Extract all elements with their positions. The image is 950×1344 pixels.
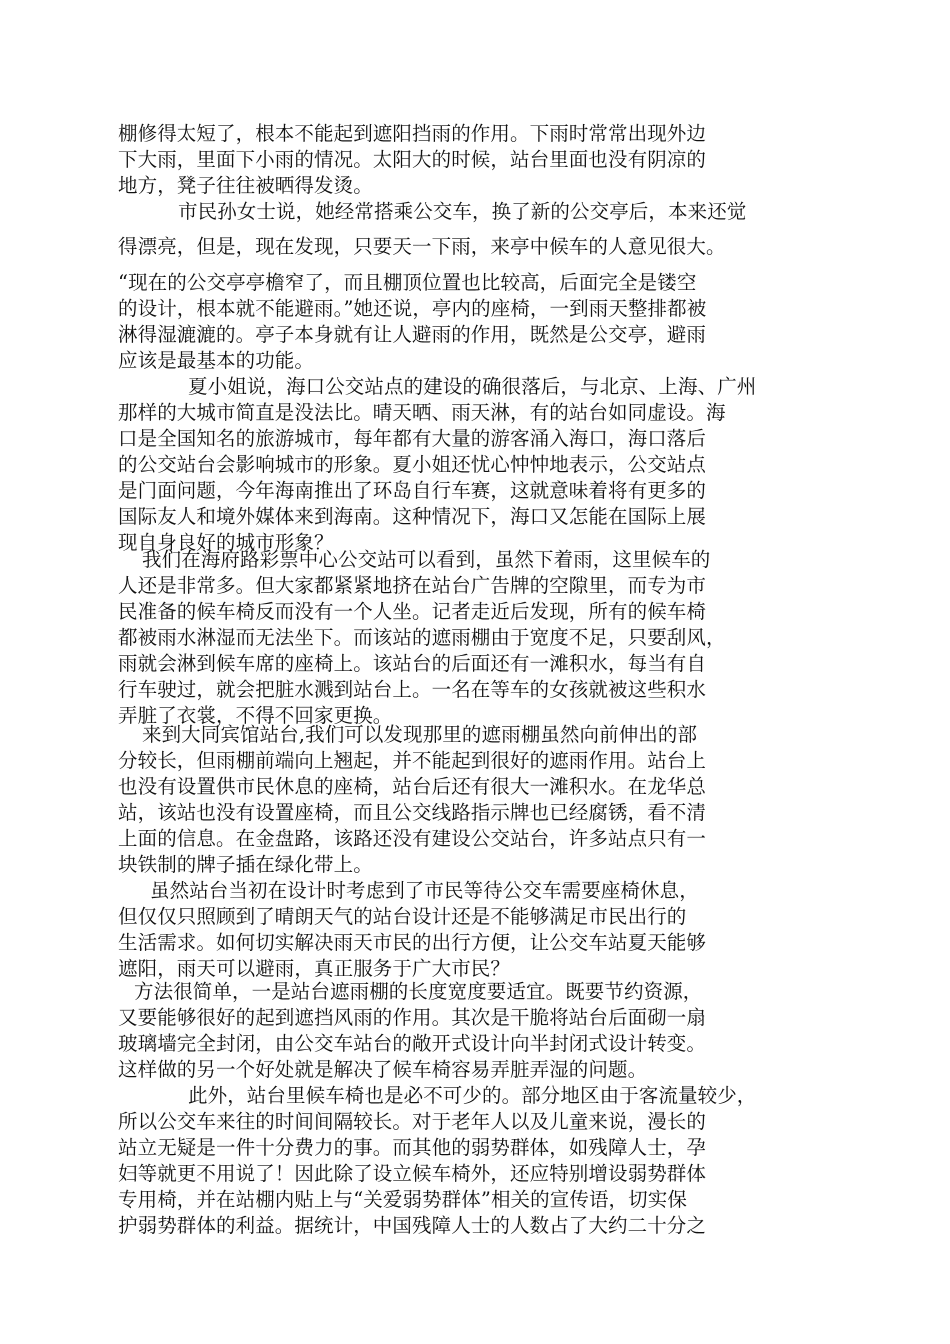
text-line: 妇等就更不用说了！因此除了设立候车椅外，还应特别增设弱势群体 <box>118 1162 707 1185</box>
text-line: 此外，站台里候车椅也是必不可少的。部分地区由于客流量较少， <box>188 1084 757 1107</box>
text-line: 又要能够很好的起到遮挡风雨的作用。其次是干脆将站台后面砌一扇 <box>118 1006 707 1029</box>
text-line: 国际友人和境外媒体来到海南。这种情况下，海口又怎能在国际上展 <box>118 505 707 528</box>
text-line: 站，该站也没有设置座椅，而且公交线路指示牌也已经腐锈，看不清 <box>118 801 707 824</box>
text-line: 分较长，但雨棚前端向上翘起，并不能起到很好的遮雨作用。站台上 <box>118 749 707 772</box>
text-line: 地方，凳子往往被晒得发烫。 <box>118 174 373 197</box>
text-line: 但仅仅只照顾到了晴朗天气的站台设计还是不能够满足市民出行的 <box>118 905 687 928</box>
text-line: 那样的大城市简直是没法比。晴天晒、雨天淋，有的站台如同虚设。海 <box>118 401 726 424</box>
text-line: 民准备的候车椅反而没有一个人坐。记者走近后发现，所有的候车椅 <box>118 600 707 623</box>
text-line: 方法很简单，一是站台遮雨棚的长度宽度要适宜。既要节约资源， <box>134 980 703 1003</box>
text-line: 这样做的另一个好处就是解决了候车椅容易弄脏弄湿的问题。 <box>118 1058 648 1081</box>
text-line: 雨就会淋到候车席的座椅上。该站台的后面还有一滩积水，每当有自 <box>118 652 707 675</box>
text-line: 我们在海府路彩票中心公交站可以看到，虽然下着雨，这里候车的 <box>142 548 711 571</box>
text-line: “现在的公交亭亭檐窄了，而且棚顶位置也比较高，后面完全是镂空 <box>118 271 697 294</box>
text-line: 玻璃墙完全封闭，由公交车站台的敞开式设计向半封闭式设计转变。 <box>118 1032 707 1055</box>
text-line: 护弱势群体的利益。据统计，中国残障人士的人数占了大约二十分之 <box>118 1214 707 1237</box>
text-line: 专用椅，并在站棚内贴上与“关爱弱势群体”相关的宣传语，切实保 <box>118 1188 687 1211</box>
text-line: 淋得湿漉漉的。亭子本身就有让人避雨的作用，既然是公交亭，避雨 <box>118 323 707 346</box>
text-line: 上面的信息。在金盘路，该路还没有建设公交站台，许多站点只有一 <box>118 827 707 850</box>
text-line: 块铁制的牌子插在绿化带上。 <box>118 853 373 876</box>
text-line: 弄脏了衣裳，不得不回家更换。 <box>118 704 393 727</box>
text-line: 所以公交车来往的时间间隔较长。对于老年人以及儿童来说，漫长的 <box>118 1110 707 1133</box>
text-line: 得漂亮，但是，现在发现，只要天一下雨，来亭中候车的人意见很大。 <box>118 235 726 258</box>
text-line: 是门面问题，今年海南推出了环岛自行车赛，这就意味着将有更多的 <box>118 479 707 502</box>
text-line: 人还是非常多。但大家都紧紧地挤在站台广告牌的空隙里，而专为市 <box>118 574 707 597</box>
text-line: 应该是最基本的功能。 <box>118 349 315 372</box>
text-line: 都被雨水淋湿而无法坐下。而该站的遮雨棚由于宽度不足，只要刮风， <box>118 626 726 649</box>
text-line: 生活需求。如何切实解决雨天市民的出行方便，让公交车站夏天能够 <box>118 931 707 954</box>
text-line: 的公交站台会影响城市的形象。夏小姐还忧心忡忡地表示，公交站点 <box>118 453 707 476</box>
text-line: 市民孙女士说，她经常搭乘公交车，换了新的公交亭后，本来还觉 <box>178 200 747 223</box>
text-line: 来到大同宾馆站台,我们可以发现那里的遮雨棚虽然向前伸出的部 <box>142 723 698 746</box>
text-line: 也没有设置供市民休息的座椅，站台后还有很大一滩积水。在龙华总 <box>118 775 707 798</box>
text-line: 的设计，根本就不能避雨。”她还说，亭内的座椅，一到雨天整排都被 <box>118 297 707 320</box>
text-line: 口是全国知名的旅游城市，每年都有大量的游客涌入海口，海口落后 <box>118 427 707 450</box>
text-line: 棚修得太短了，根本不能起到遮阳挡雨的作用。下雨时常常出现外边 <box>118 122 707 145</box>
text-line: 站立无疑是一件十分费力的事。而其他的弱势群体，如残障人士，孕 <box>118 1136 707 1159</box>
text-line: 夏小姐说，海口公交站点的建设的确很落后，与北京、上海、广州 <box>188 375 757 398</box>
text-line: 现自身良好的城市形象？ <box>118 531 334 554</box>
text-line: 行车驶过，就会把脏水溅到站台上。一名在等车的女孩就被这些积水 <box>118 678 707 701</box>
text-line: 虽然站台当初在设计时考虑到了市民等待公交车需要座椅休息， <box>150 879 699 902</box>
text-line: 遮阳，雨天可以避雨，真正服务于广大市民？ <box>118 957 511 980</box>
text-line: 下大雨，里面下小雨的情况。太阳大的时候，站台里面也没有阴凉的 <box>118 148 707 171</box>
